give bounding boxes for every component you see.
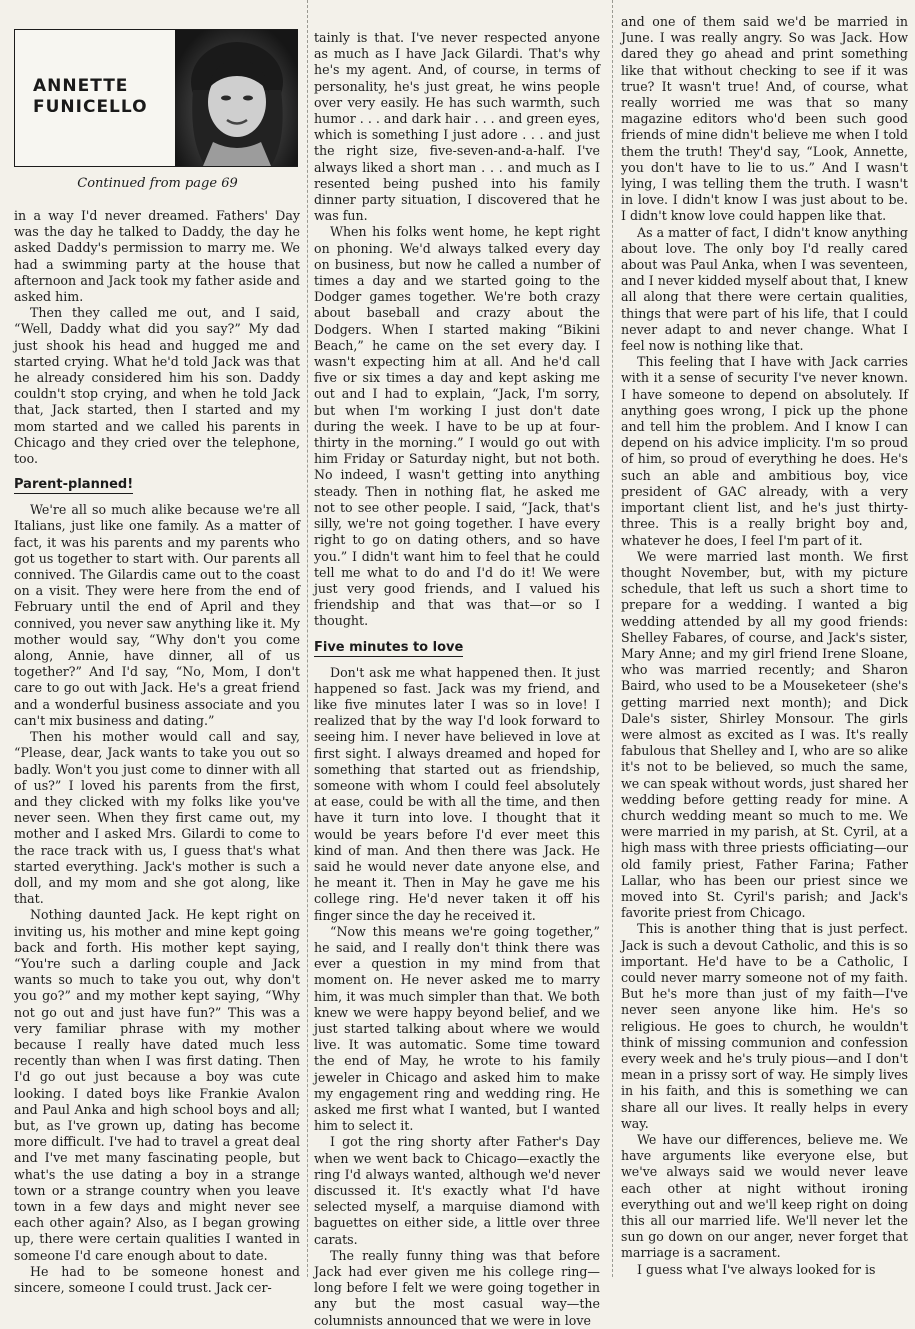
article-header	[14, 29, 298, 167]
paragraph: We have our differences, believe me. We have arguments like everyone else, but we've always said we would never leave each other at night without ironing everything out and we'll keep right on doing this all our married life. We'll never let the sun go down on our anger, never forget that marriage is a sacrament.	[621, 1132, 908, 1261]
paragraph: Don't ask me what happened then. It just happened so fast. Jack was my friend, and like five minutes later I was so in love! I realized that by the way I'd look forward to seeing him. I never have believed in love at first sight. I always dreamed and hoped for something that started out as friendship, someone with whom I could feel absolutely at ease, could be with all the time, and then have it turn into love. I thought that it would be years before I'd ever meet this kind of man. And then there was Jack. He said he would never date anyone else, and he meant it. Then in May he gave me his college ring. He'd never taken it off his finger since the day he received it.	[314, 664, 600, 923]
section-heading: Five minutes to love	[314, 639, 464, 655]
paragraph: Then they called me out, and I said, “Well, Daddy what did you say?” My dad just shook his head and hugged me and started crying. What he'd told Jack was that he already considered him his son. Daddy couldn't stop crying, and when he told Jack that, Jack started, then I started and my mom started and we called his parents in Chicago and they cried over the telephone, too.	[14, 305, 300, 467]
paragraph: This feeling that I have with Jack carries with it a sense of security I've never known. I have someone to depend on absolutely. If anything goes wrong, I pick up the phone and tell him the problem. And I know I can depend on his advice implicity. I'm so proud of him, so proud of everything he does. He's such an able and ambitious boy, vice president of GAC already, with a very important client list, and he's just thirty-three. This is a really bright boy and, whatever he does, I feel I'm part of it.	[621, 354, 908, 548]
column-1	[14, 208, 300, 1295]
portrait-photo	[175, 30, 298, 166]
paragraph: tainly is that. I've never respected anyone as much as I have Jack Gilardi. That's why he's my agent. And, of course, in terms of personality, he's just great, he wins people over very easily. He has such warmth, such humor . . . and dark hair . . . and green eyes, which is something I just adore . . . and just the right size, five-seven-and-a-half. I've always liked a short man . . . and much as I resented being pushed into his family dinner party situation, I discovered that he was fun.	[314, 30, 600, 224]
paragraph: We're all so much alike because we're all Italians, just like one family. As a matter of fact, it was his parents and my parents who got us together to start with. Our parents all connived. The Gilardis came out to the coast on a visit. They were here from the end of February until the end of April and they connived, you never saw anything like it. My mother would say, “Why don't you come along, Annie, have dinner, all of us together?” And I'd say, “No, Mom, I don't care to go out with Jack. He's a great friend and a wonderful business associate and you can't mix business and dating.”	[14, 502, 300, 728]
paragraph: “Now this means we're going together,” he said, and I really don't think there was ever a question in my mind from that moment on. He never asked me to marry him, it was much simpler than that. We both knew we were happy beyond belief, and we just started talking about where we would live. It was automatic. Some time toward the end of May, he wrote to his family jeweler in Chicago and asked him to make my engagement ring and wedding ring. He asked me first what I wanted, but I wanted him to select it.	[314, 923, 600, 1134]
paragraph: The really funny thing was that before Jack had ever given me his college ring—long before I felt we were going together in any but the most casual way—the columnists announced that we were in love	[314, 1247, 600, 1328]
title-line-2: FUNICELLO	[33, 97, 148, 117]
column-3	[621, 14, 908, 1277]
paragraph: We were married last month. We first thought November, but, with my picture schedule, that left us such a short time to prepare for a wedding. I wanted a big wedding attended by all my good friends: Shelley Fabares, of course, and Jack's sister, Mary Anne; and my girl friend Irene Sloane, who was married recently; and Sharon Baird, who used to be a Mouseketeer (she's getting married next month); and Dick Dale's sister, Shirley Monsour. The girls were almost as excited as I was. It's really fabulous that Shelley and I, who are so alike it's not to be believed, so much the same, we can speak without words, just shared her wedding before getting ready for mine. A church wedding meant so much to me. We were married in my parish, at St. Cyril, at a high mass with three priests officiating—our old family priest, Father Farina; Father Lallar, who has been our priest since we moved into St. Cyril's parish; and Jack's favorite priest from Chicago.	[621, 548, 908, 921]
paragraph: This is another thing that is just perfect. Jack is such a devout Catholic, and this is so important. He'd have to be a Catholic, I could never marry someone not of my faith. But he's more than just of my faith—I've never seen anyone like him. He's so religious. He goes to church, he wouldn't think of missing communion and confession every week and he's truly pious—and I don't mean in a prissy sort of way. He simply lives in his faith, and this is something we can share all our lives. It really helps in every way.	[621, 921, 908, 1131]
paragraph: When his folks went home, he kept right on phoning. We'd always talked every day on business, but now he called a number of times a day and we started going to the Dodger games together. We're both crazy about baseball and crazy about the Dodgers. When I started making “Bikini Beach,” he came on the set every day. I wasn't expecting him at all. And he'd call five or six times a day and kept asking me out and I had to explain, “Jack, I'm sorry, but when I'm working I just don't date during the week. I have to be up at four-thirty in the morning.” I would go out with him Friday or Saturday night, but not both. No indeed, I wasn't getting into anything steady. Then in nothing flat, he asked me not to see other people. I said, “Jack, that's silly, we're not going together. I have every right to go on dating others, and so have you.” I didn't want him to feel that he could tell me what to do and I'd do it! We were just very good friends, and I valued his friendship and that was that—or so I thought.	[314, 224, 600, 629]
paragraph: Then his mother would call and say, “Please, dear, Jack wants to take you out so badly. Won't you just come to dinner with all of us?” I loved his parents from the first, and they clicked with my folks like you've never seen. When they first came out, my mother and I asked Mrs. Gilardi to come to the race track with us, I guess that's what started everything. Jack's mother is such a doll, and my mom and she got along, like that.	[14, 729, 300, 907]
paragraph: Nothing daunted Jack. He kept right on inviting us, his mother and mine kept going back and forth. His mother kept saying, “You're such a darling couple and Jack wants so much to take you out, why don't you go?” and my mother kept saying, “Why not go out and just have fun?” This was a very familiar phrase with my mother because I really have dated much less recently than when I was first dating. Then I'd go out just because a boy was cute looking. I dated boys like Frankie Avalon and Paul Anka and high school boys and all; but, as I've grown up, dating has become more difficult. I've had to travel a great deal and I've met many fascinating people, but what's the use dating a boy in a strange town or a strange country when you leave town in a few days and might never see each other again? Also, as I began growing up, there were certain qualities I wanted in someone I'd care enough about to date.	[14, 907, 300, 1263]
section-heading: Parent-planned!	[14, 477, 134, 493]
portrait-illustration	[175, 30, 298, 166]
paragraph: in a way I'd never dreamed. Fathers' Day was the day he talked to Daddy, the day he asked Daddy's permission to marry me. We had a swimming party at the house that afternoon and Jack took my father aside and asked him.	[14, 208, 300, 305]
column-2	[314, 30, 600, 1328]
continued-note: Continued from page 69	[77, 176, 238, 191]
paragraph: and one of them said we'd be married in June. I was really angry. So was Jack. How dared they go ahead and print something like that without checking to see if it was true? It wasn't true! And, of course, what really worried me was that so many magazine editors who'd been such good friends of mine didn't believe me when I told them the truth! They'd say, “Look, Annette, you don't have to lie to us.” And I wasn't lying, I was telling them the truth. I wasn't in love. I didn't know I was just about to be. I didn't know love could happen like that.	[621, 14, 908, 224]
article-title	[33, 76, 148, 118]
paragraph: He had to be someone honest and sincere, someone I could trust. Jack cer-	[14, 1263, 300, 1295]
column-divider	[612, 0, 613, 1277]
paragraph: As a matter of fact, I didn't know anything about love. The only boy I'd really cared about was Paul Anka, when I was seventeen, and I never kidded myself about that, I knew all along that there were certain qualities, things that were part of his life, that I could never adapt to and never change. What I feel now is nothing like that.	[621, 224, 908, 354]
paragraph: I guess what I've always looked for is	[637, 1261, 876, 1277]
paragraph: I got the ring shorty after Father's Day when we went back to Chicago—exactly the ring I'd always wanted, although we'd never discussed it. It's exactly what I'd have selected myself, a marquise diamond with baguettes on either side, a little over three carats.	[314, 1134, 600, 1247]
column-divider	[307, 0, 308, 1277]
title-line-1: ANNETTE	[33, 76, 129, 96]
